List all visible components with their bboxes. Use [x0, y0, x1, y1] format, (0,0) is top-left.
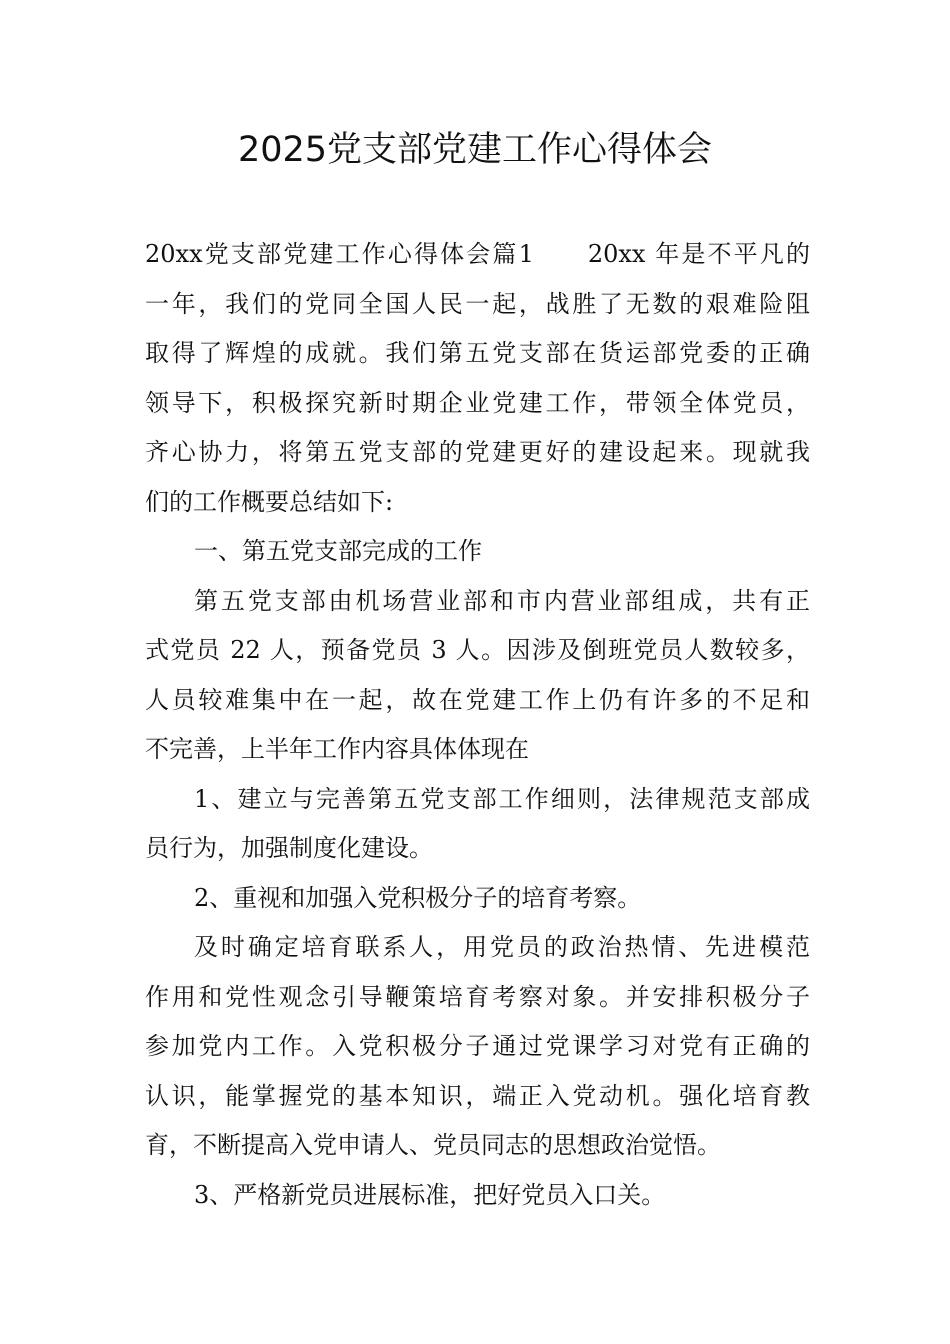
section-heading: 一、第五党支部完成的工作 — [194, 537, 482, 565]
text-line: 们的工作概要总结如下: — [145, 487, 394, 516]
text-line: 及时确定培育联系人，用党员的政治热情、先进模范 — [194, 933, 810, 961]
text-line: 员行为，加强制度化建设。 — [145, 834, 433, 862]
text-line: 2、重视和加强入党积极分子的培育考察。 — [194, 883, 642, 912]
text-line: 第五党支部由机场营业部和市内营业部组成，共有正 — [194, 586, 810, 615]
text-line: 式党员 22 人，预备党员 3 人。因涉及倒班党员人数较多， — [145, 636, 810, 664]
document-title: 2025党支部党建工作心得体会 — [237, 130, 713, 170]
text-line: 3、严格新党员进展标准，把好党员入口关。 — [194, 1180, 666, 1209]
text-line: 认识，能掌握党的基本知识，端正入党动机。强化培育教 — [145, 1081, 810, 1110]
text-line: 育，不断提高入党申请人、党员同志的思想政治觉悟。 — [145, 1131, 721, 1159]
section-heading: 20xx党支部党建工作心得体会篇1 — [145, 240, 534, 268]
text-line: 领导下，积极探究新时期企业党建工作，带领全体党员， — [145, 388, 810, 417]
text-line — [145, 230, 810, 280]
text-line: 一年，我们的党同全国人民一起，战胜了无数的艰难险阻 — [145, 289, 810, 318]
text-line: 参加党内工作。入党积极分子通过党课学习对党有正确的 — [145, 1032, 810, 1060]
text-line: 齐心协力，将第五党支部的党建更好的建设起来。现就我 — [145, 438, 810, 466]
document-body — [145, 230, 810, 1220]
text-line: 1、建立与完善第五党支部工作细则，法律规范支部成 — [194, 784, 810, 813]
text-line: 作用和党性观念引导鞭策培育考察对象。并安排积极分子 — [145, 982, 810, 1011]
text-line: 不完善，上半年工作内容具体体现在 — [145, 735, 529, 763]
text-line: 人员较难集中在一起，故在党建工作上仍有许多的不足和 — [145, 685, 810, 714]
text-run: 20xx 年是不平凡的 — [587, 240, 810, 268]
text-line: 取得了辉煌的成就。我们第五党支部在货运部党委的正确 — [145, 339, 810, 367]
